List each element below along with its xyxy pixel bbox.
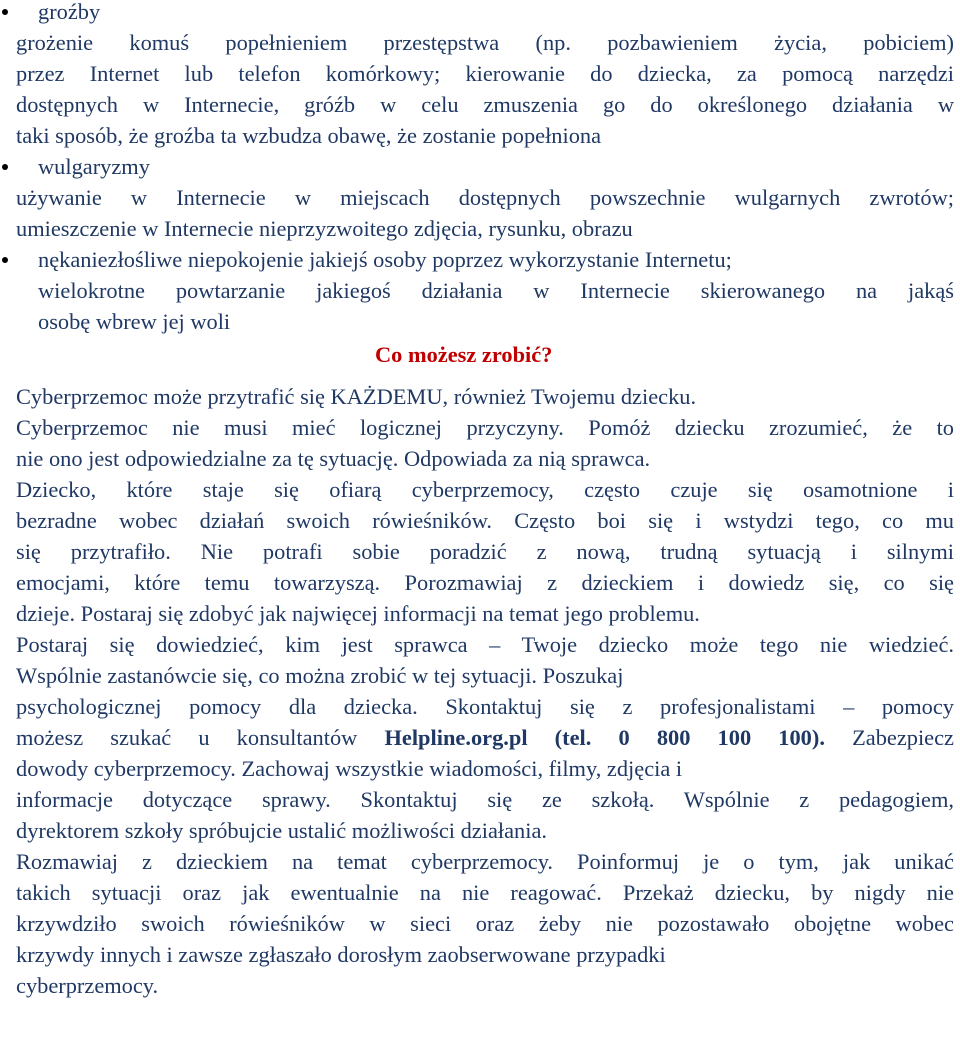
helpline-contact: Helpline.org.pl (tel. 0 800 100 100).	[384, 725, 825, 750]
list-item-term: wulgaryzmy	[38, 154, 150, 179]
helpline-line	[0, 722, 960, 753]
text-line: emocjami, które temu towarzyszą. Porozmawiaj z dzieckiem i dowiedz się, co się	[16, 570, 954, 595]
text-line: dyrektorem szkoły spróbujcie ustalić możliwości działania.	[16, 818, 548, 843]
text-line: bezradne wobec działań swoich rówieśników. Często boi się i wstydzi tego, co mu	[16, 508, 954, 533]
text-line: Wspólnie zastanówcie się, co można zrobić w tej sytuacji. Poszukaj	[16, 663, 624, 688]
text-segment: Zabezpiecz	[824, 725, 954, 750]
text-line: osobę wbrew jej woli	[38, 309, 231, 334]
text-line: grożenie komuś popełnieniem przestępstwa (np. pozbawieniem życia, pobiciem)	[16, 30, 954, 55]
list-item-harassment	[0, 244, 960, 275]
text-line: przez Internet lub telefon komórkowy; kierowanie do dziecka, za pomocą narzędzi	[16, 61, 954, 86]
text-line: cyberprzemocy.	[16, 973, 159, 998]
text-line: taki sposób, że groźba ta wzbudza obawę, że zostanie popełniona	[16, 123, 602, 148]
text-line: umieszczenie w Internecie nieprzyzwoitego zdjęcia, rysunku, obrazu	[16, 216, 633, 241]
bullet-dot-icon	[2, 164, 8, 170]
text-segment: możesz szukać u konsultantów	[16, 725, 385, 750]
bullet-dot-icon	[2, 257, 8, 263]
bullet-dot-icon	[2, 9, 8, 15]
text-line: Rozmawiaj z dzieckiem na temat cyberprzemocy. Poinformuj je o tym, jak unikać	[16, 849, 954, 874]
text-line: krzywdy innych i zawsze zgłaszało dorosłym zaobserwowane przypadki	[16, 942, 666, 967]
text-line: informacje dotyczące sprawy. Skontaktuj się ze szkołą. Wspólnie z pedagogiem,	[16, 787, 954, 812]
section-heading: Co możesz zrobić?	[375, 342, 553, 367]
text-line: się przytrafiło. Nie potrafi sobie poradzić z nową, trudną sytuacją i silnymi	[16, 539, 954, 564]
text-line: dzieje. Postaraj się zdobyć jak najwięcej informacji na temat jego problemu.	[16, 601, 700, 626]
text-line: psychologicznej pomocy dla dziecka. Skontaktuj się z profesjonalistami – pomocy	[16, 694, 954, 719]
text-line: dostępnych w Internecie, gróźb w celu zmuszenia go do określonego działania w	[16, 92, 954, 117]
text-line: używanie w Internecie w miejscach dostępnych powszechnie wulgarnych zwrotów;	[16, 185, 954, 210]
list-item-term: groźby	[38, 0, 101, 24]
text-line: Cyberprzemoc nie musi mieć logicznej przyczyny. Pomóż dziecku zrozumieć, że to	[16, 415, 954, 440]
text-line: nie ono jest odpowiedzialne za tę sytuację. Odpowiada za nią sprawca.	[16, 446, 651, 471]
text-line: takich sytuacji oraz jak ewentualnie na nie reagować. Przekaż dziecku, by nigdy nie	[16, 880, 954, 905]
text-line: Cyberprzemoc może przytrafić się KAŻDEMU, również Twojemu dziecku.	[16, 384, 697, 409]
text-line: Postaraj się dowiedzieć, kim jest sprawca – Twoje dziecko może tego nie wiedzieć.	[16, 632, 954, 657]
list-item-vulgarisms	[0, 151, 960, 182]
text-line: złośliwe niepokojenie jakiejś osoby poprzez wykorzystanie Internetu;	[107, 247, 732, 272]
text-line: dowody cyberprzemocy. Zachowaj wszystkie wiadomości, filmy, zdjęcia i	[16, 756, 683, 781]
text-line: wielokrotne powtarzanie jakiegoś działania w Internecie skierowanego na jakąś	[38, 278, 954, 303]
text-line: Dziecko, które staje się ofiarą cyberprzemocy, często czuje się osamotnione i	[16, 477, 954, 502]
text-line: krzywdziło swoich rówieśników w sieci oraz żeby nie pozostawało obojętne wobec	[16, 911, 954, 936]
list-item-threats	[0, 0, 960, 27]
list-item-term: nękanie	[38, 247, 108, 272]
